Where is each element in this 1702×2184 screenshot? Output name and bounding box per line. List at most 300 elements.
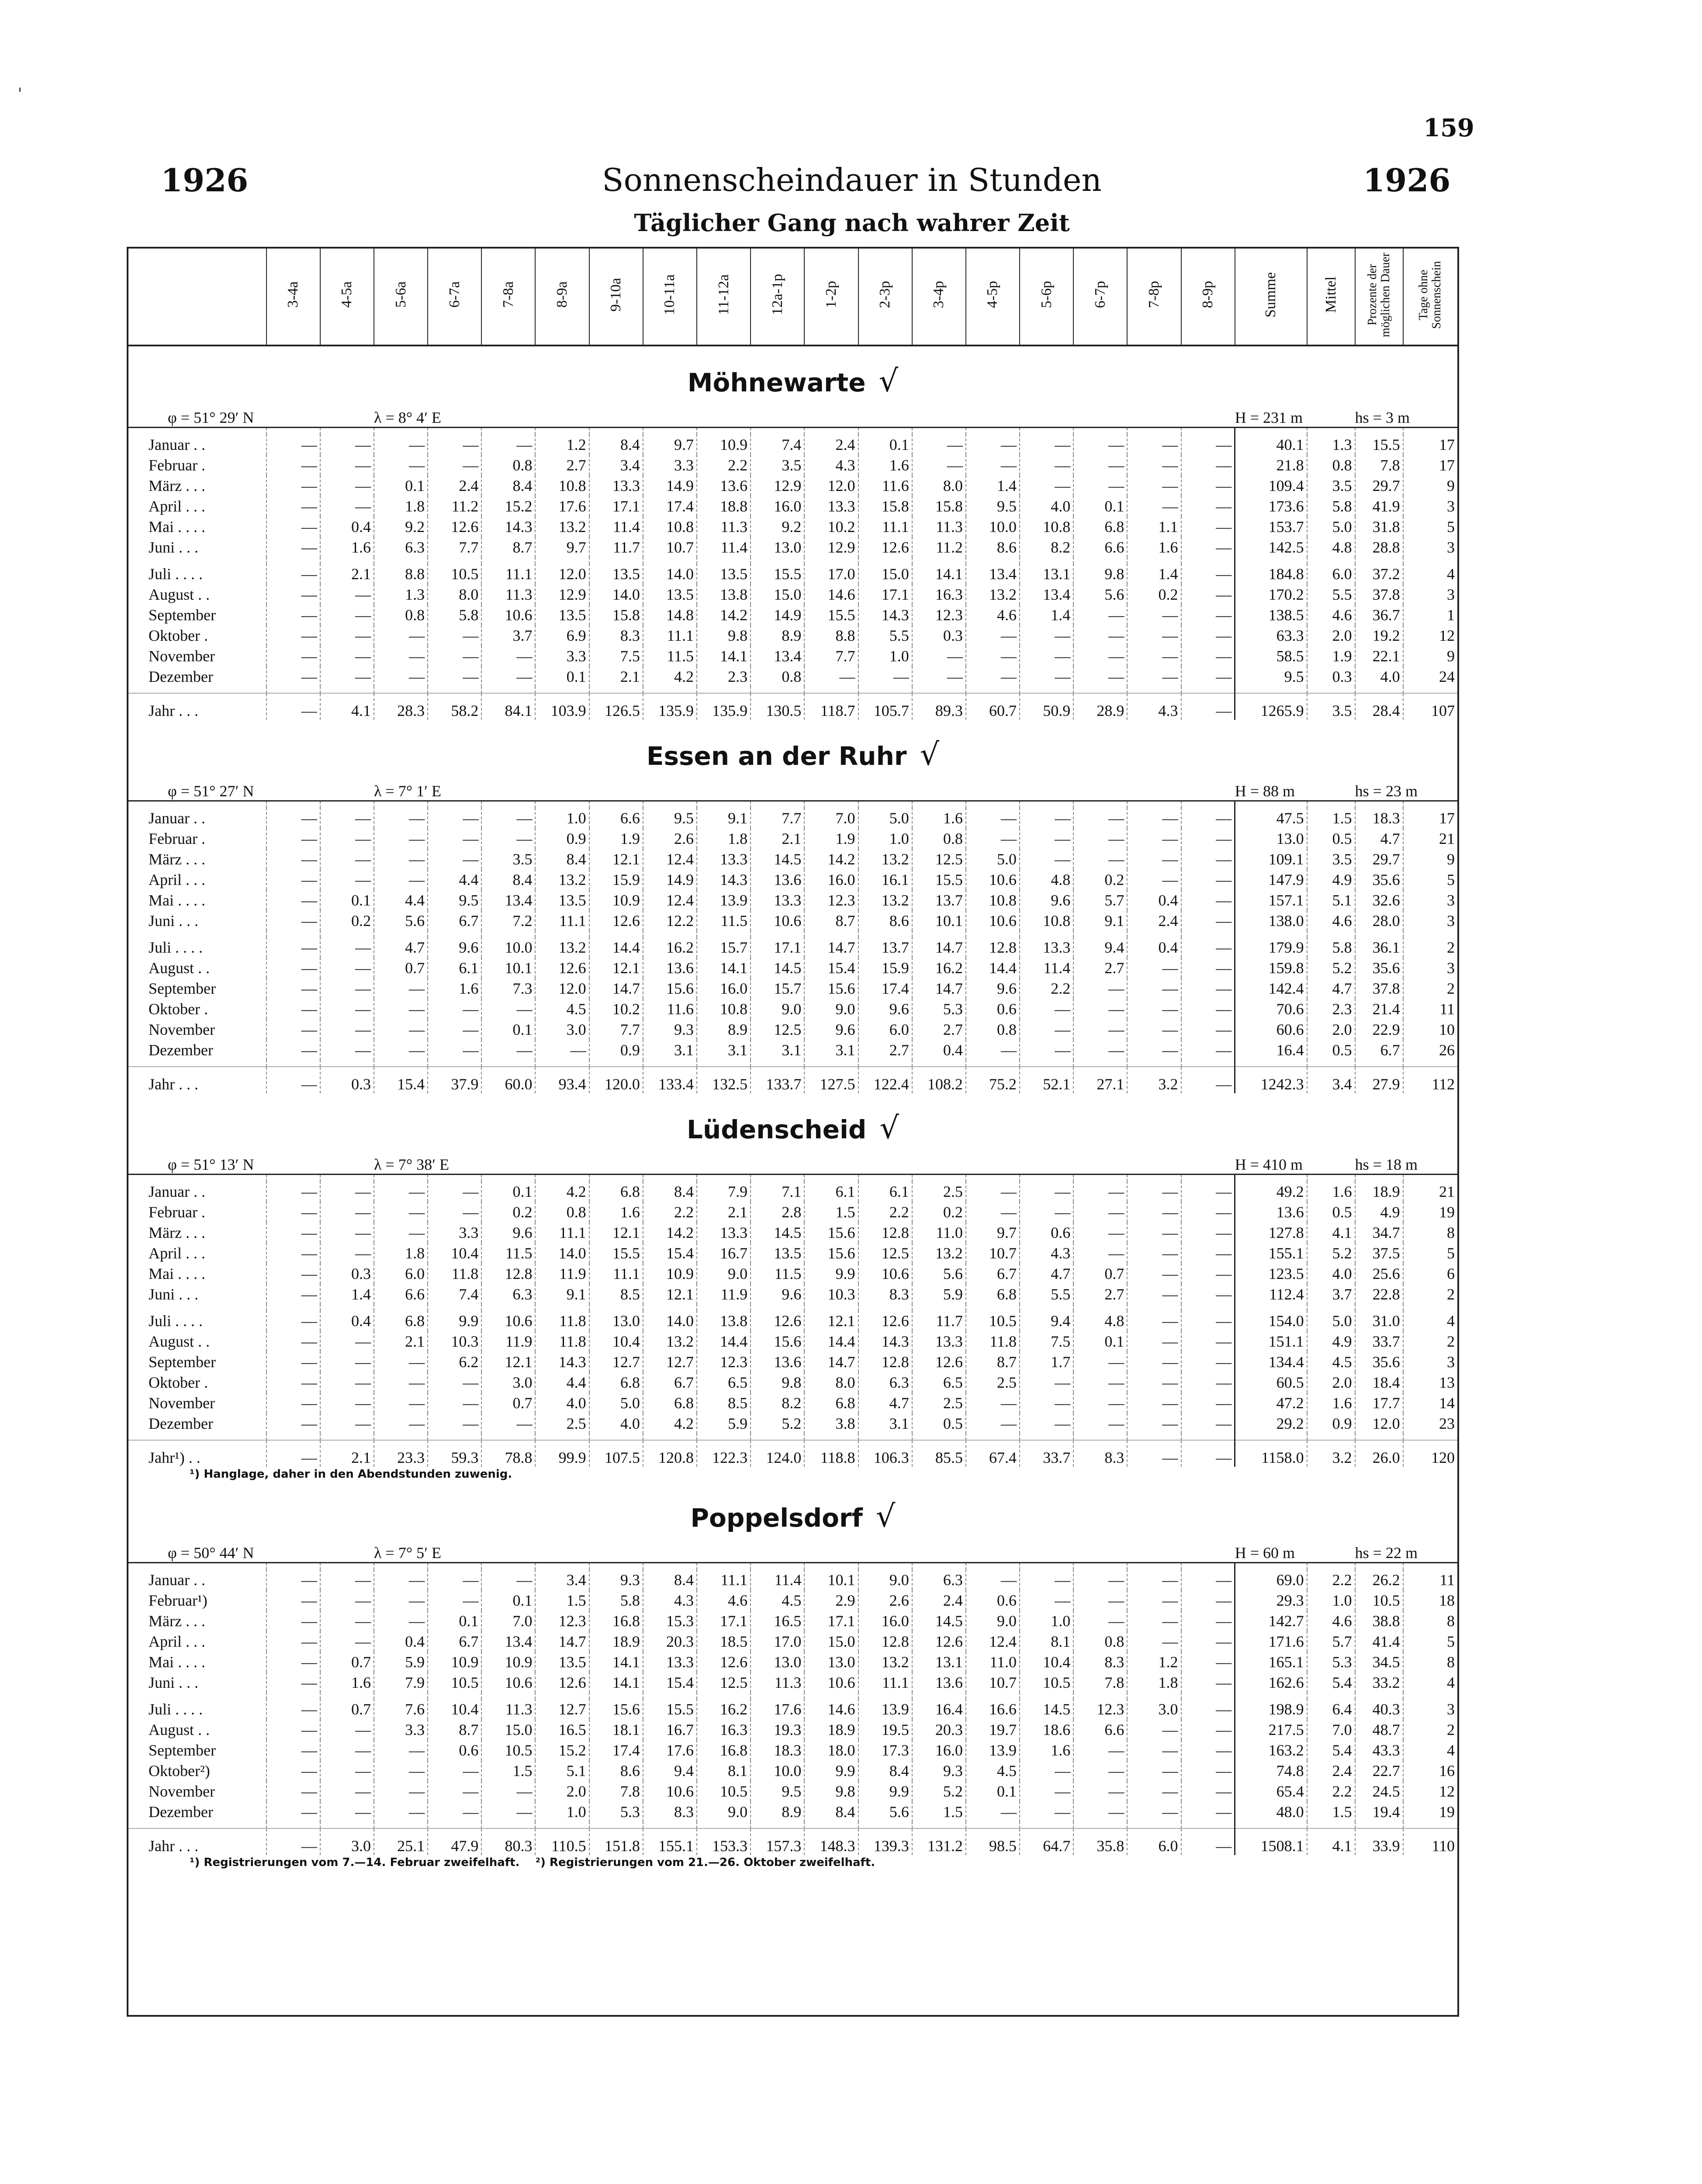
spacer-cell <box>1235 1175 1307 1182</box>
spacer-cell <box>804 931 858 937</box>
hour-value: 6.7 <box>966 1263 1020 1284</box>
hour-value: — <box>1181 434 1235 455</box>
spacer-cell <box>266 687 320 693</box>
hour-value: 0.8 <box>374 605 428 625</box>
hour-value: 10.7 <box>966 1672 1020 1693</box>
prozente-value: 41.4 <box>1355 1631 1403 1652</box>
hour-value: — <box>912 455 966 475</box>
month-row <box>128 1631 1457 1652</box>
spacer-cell <box>374 1693 428 1699</box>
prozente-value: 34.7 <box>1355 1222 1403 1243</box>
month-label: Oktober . <box>149 1000 208 1018</box>
summe-value: 29.3 <box>1235 1590 1307 1610</box>
prozente-value: 15.5 <box>1355 434 1403 455</box>
spacer-cell <box>481 1304 535 1310</box>
hour-value: — <box>266 1781 320 1801</box>
prozente-value: 27.9 <box>1355 1067 1403 1093</box>
hour-value: 2.4 <box>912 1590 966 1610</box>
hour-value: 0.1 <box>374 475 428 496</box>
column-header-tage-label: Tage ohne Sonnenschein <box>1417 260 1444 329</box>
column-header-label: 5-6a <box>392 281 409 308</box>
mittel-value: 4.8 <box>1307 537 1355 557</box>
tage-ohne-value: 8 <box>1403 1652 1457 1672</box>
page-subtitle: Täglicher Gang nach wahrer Zeit <box>634 209 1070 237</box>
footnote-row <box>128 1855 1457 1870</box>
summe-value: 112.4 <box>1235 1284 1307 1304</box>
hour-value: 60.0 <box>481 1067 535 1093</box>
hour-value: 13.6 <box>751 1351 804 1372</box>
hour-value: 9.0 <box>751 999 804 1019</box>
station-title-row <box>128 346 1457 401</box>
prozente-value: 36.7 <box>1355 605 1403 625</box>
hour-value: — <box>1073 999 1127 1019</box>
spacer-cell <box>320 557 374 563</box>
hour-value: — <box>1020 1393 1073 1413</box>
hour-value: 17.1 <box>697 1610 751 1631</box>
spacer-cell <box>1307 428 1355 435</box>
hour-value: 3.3 <box>374 1719 428 1740</box>
month-row <box>128 496 1457 516</box>
hour-value: 13.1 <box>1020 563 1073 584</box>
hour-value: — <box>374 646 428 666</box>
hour-value: — <box>1127 434 1181 455</box>
prozente-value: 22.8 <box>1355 1284 1403 1304</box>
station-geo-row <box>128 1536 1457 1563</box>
hour-value: 5.8 <box>428 605 481 625</box>
hour-value: 7.5 <box>589 646 643 666</box>
hour-value: 6.7 <box>428 910 481 931</box>
spacer-cell <box>374 1563 428 1570</box>
hour-value: — <box>320 475 374 496</box>
mittel-value: 5.4 <box>1307 1740 1355 1760</box>
hour-value: 10.6 <box>966 869 1020 890</box>
spacer-cell <box>1181 687 1235 693</box>
spacer-cell <box>481 1060 535 1067</box>
hour-value: 4.2 <box>643 1413 697 1434</box>
month-label: April . . . <box>149 871 205 888</box>
hour-value: 13.9 <box>858 1699 912 1719</box>
year-right: 1926 <box>1363 162 1451 199</box>
spacer-cell <box>912 687 966 693</box>
hour-value: — <box>266 584 320 605</box>
hour-value: 3.3 <box>643 455 697 475</box>
hour-value: 85.5 <box>912 1440 966 1467</box>
column-header-prozente <box>1355 249 1403 346</box>
summe-value: 13.0 <box>1235 828 1307 849</box>
month-row <box>128 1331 1457 1351</box>
hour-value: 4.1 <box>320 693 374 720</box>
spacer-cell <box>266 1175 320 1182</box>
hour-value: 3.4 <box>589 455 643 475</box>
tage-ohne-value: 9 <box>1403 646 1457 666</box>
hour-value: 2.5 <box>535 1413 589 1434</box>
hour-value: — <box>320 646 374 666</box>
station-altitude: H = 231 m <box>1235 401 1355 428</box>
hour-value: — <box>1127 1781 1181 1801</box>
longitude: λ = 7° 38′ E <box>374 1147 589 1175</box>
hour-value: 0.8 <box>1073 1631 1127 1652</box>
hour-value: — <box>1127 1569 1181 1590</box>
hour-value: — <box>266 605 320 625</box>
spacer-cell <box>374 1175 428 1182</box>
hour-value: — <box>320 605 374 625</box>
month-row <box>128 999 1457 1019</box>
spacer-cell <box>589 687 643 693</box>
hour-value: 8.4 <box>643 1569 697 1590</box>
hour-value: 108.2 <box>912 1067 966 1093</box>
hour-value: 2.4 <box>428 475 481 496</box>
hour-value: 12.5 <box>751 1019 804 1040</box>
hour-value: 8.3 <box>858 1284 912 1304</box>
spacer-cell <box>966 1822 1020 1828</box>
hour-value: 15.0 <box>804 1631 858 1652</box>
hour-value: 133.7 <box>751 1067 804 1093</box>
hour-value: — <box>1181 537 1235 557</box>
hour-value: — <box>1181 910 1235 931</box>
hour-value: 7.5 <box>1020 1331 1073 1351</box>
hour-value: 8.4 <box>858 1760 912 1781</box>
spacer-cell <box>428 557 481 563</box>
hour-value: — <box>428 999 481 1019</box>
month-row <box>128 808 1457 828</box>
hour-value: — <box>1127 646 1181 666</box>
hour-value: 0.9 <box>589 1040 643 1060</box>
row-spacer <box>128 801 1457 808</box>
hour-value: — <box>266 849 320 869</box>
tage-ohne-value: 5 <box>1403 516 1457 537</box>
hour-value: 1.6 <box>589 1202 643 1222</box>
hour-value: 13.6 <box>751 869 804 890</box>
hour-value: — <box>266 1413 320 1434</box>
hour-value: 15.5 <box>589 1243 643 1263</box>
spacer-cell <box>697 801 751 808</box>
hour-value: — <box>1181 516 1235 537</box>
prozente-value: 31.0 <box>1355 1310 1403 1331</box>
tage-ohne-value: 5 <box>1403 1631 1457 1652</box>
spacer-cell <box>1235 428 1307 435</box>
spacer-cell <box>912 1693 966 1699</box>
hour-value: 9.6 <box>804 1019 858 1040</box>
hour-value: 6.5 <box>912 1372 966 1393</box>
hour-value: 11.1 <box>535 910 589 931</box>
hour-value: 15.6 <box>804 978 858 999</box>
hour-value: 10.4 <box>1020 1652 1073 1672</box>
hour-value: 2.1 <box>320 1440 374 1467</box>
hour-value: 13.7 <box>912 890 966 910</box>
spacer-cell <box>535 1060 589 1067</box>
hour-value: 2.1 <box>589 666 643 687</box>
prozente-value: 28.0 <box>1355 910 1403 931</box>
prozente-value: 26.2 <box>1355 1569 1403 1590</box>
hour-value: 9.0 <box>697 1801 751 1822</box>
spacer-cell <box>128 1822 266 1828</box>
prozente-value: 36.1 <box>1355 937 1403 957</box>
hour-value: 4.5 <box>966 1760 1020 1781</box>
hour-value: — <box>320 849 374 869</box>
hour-value: — <box>266 1590 320 1610</box>
tage-ohne-value: 17 <box>1403 434 1457 455</box>
hour-value: 4.3 <box>643 1590 697 1610</box>
hour-value: 11.9 <box>697 1284 751 1304</box>
hour-value: — <box>1181 1652 1235 1672</box>
hour-value: 1.6 <box>1127 537 1181 557</box>
geo-spacer <box>589 1536 1235 1563</box>
spacer-cell <box>428 1822 481 1828</box>
hour-value: — <box>1127 1631 1181 1652</box>
tage-ohne-value: 3 <box>1403 537 1457 557</box>
hour-value: — <box>1181 1672 1235 1693</box>
spacer-cell <box>428 801 481 808</box>
hour-value: — <box>320 1019 374 1040</box>
spacer-cell <box>266 1693 320 1699</box>
hour-value: — <box>1020 1372 1073 1393</box>
hour-value: 7.7 <box>428 537 481 557</box>
spacer-cell <box>1235 557 1307 563</box>
hour-value: — <box>266 563 320 584</box>
spacer-cell <box>320 1060 374 1067</box>
hour-value: 2.7 <box>858 1040 912 1060</box>
hour-value: 14.4 <box>966 957 1020 978</box>
hour-value: 5.7 <box>1073 890 1127 910</box>
summe-value: 16.4 <box>1235 1040 1307 1060</box>
spacer-cell <box>128 1434 266 1440</box>
hour-value: — <box>1181 666 1235 687</box>
spacer-cell <box>1181 1693 1235 1699</box>
hour-value: 10.6 <box>804 1672 858 1693</box>
mittel-value: 1.0 <box>1307 1590 1355 1610</box>
hour-value: 6.6 <box>1073 537 1127 557</box>
hour-value: 3.1 <box>643 1040 697 1060</box>
mittel-value: 0.9 <box>1307 1413 1355 1434</box>
hour-value: 15.4 <box>643 1243 697 1263</box>
hour-value: — <box>266 496 320 516</box>
hour-value: — <box>428 1372 481 1393</box>
station-geo-row <box>128 774 1457 801</box>
hour-value: 1.5 <box>912 1801 966 1822</box>
hour-value: — <box>1073 1610 1127 1631</box>
spacer-cell <box>428 428 481 435</box>
spacer-cell <box>1181 931 1235 937</box>
year-total-row <box>128 1828 1457 1855</box>
hour-value: — <box>1073 1740 1127 1760</box>
hour-value: — <box>320 1393 374 1413</box>
spacer-cell <box>266 1060 320 1067</box>
mittel-value: 5.4 <box>1307 1672 1355 1693</box>
hour-value: — <box>1020 1781 1073 1801</box>
hour-value: — <box>266 1740 320 1760</box>
hour-value: 11.3 <box>481 1699 535 1719</box>
hour-value: — <box>428 1590 481 1610</box>
hour-value: — <box>320 1040 374 1060</box>
hour-value: 12.9 <box>804 537 858 557</box>
hour-value: — <box>1181 1331 1235 1351</box>
spacer-cell <box>1127 1822 1181 1828</box>
check-mark: √ <box>875 1498 896 1534</box>
hour-value: 10.5 <box>697 1781 751 1801</box>
hour-value: 4.7 <box>858 1393 912 1413</box>
tage-ohne-value: 4 <box>1403 563 1457 584</box>
hour-value: — <box>1127 1310 1181 1331</box>
prozente-value: 33.2 <box>1355 1672 1403 1693</box>
hour-value: 13.0 <box>589 1310 643 1331</box>
hour-value: 1.6 <box>428 978 481 999</box>
hour-value: — <box>1127 1740 1181 1760</box>
summe-value: 147.9 <box>1235 869 1307 890</box>
spacer-cell <box>1403 1175 1457 1182</box>
prozente-value: 7.8 <box>1355 455 1403 475</box>
hour-value: 157.3 <box>751 1828 804 1855</box>
prozente-value: 24.5 <box>1355 1781 1403 1801</box>
hour-value: 5.2 <box>751 1413 804 1434</box>
mittel-value: 4.5 <box>1307 1351 1355 1372</box>
hour-value: — <box>481 666 535 687</box>
spacer-cell <box>697 1060 751 1067</box>
hour-value: — <box>1073 455 1127 475</box>
hour-value: 9.3 <box>912 1760 966 1781</box>
hour-value: 1.9 <box>589 828 643 849</box>
hour-value: 0.1 <box>966 1781 1020 1801</box>
spacer-cell <box>912 1822 966 1828</box>
hour-value: 13.2 <box>966 584 1020 605</box>
hour-value: — <box>1127 666 1181 687</box>
month-label: Jahr . . . <box>128 1067 266 1093</box>
hour-value: 130.5 <box>751 693 804 720</box>
mittel-value: 5.3 <box>1307 1652 1355 1672</box>
hour-value: — <box>320 1590 374 1610</box>
hour-value: — <box>1181 1284 1235 1304</box>
hour-value: 2.1 <box>697 1202 751 1222</box>
month-label: Juli . . . . <box>149 1700 203 1718</box>
hour-value: — <box>1020 455 1073 475</box>
hour-value: 13.0 <box>751 537 804 557</box>
prozente-value: 18.3 <box>1355 808 1403 828</box>
mittel-value: 2.2 <box>1307 1569 1355 1590</box>
margin-mark: ˈ <box>17 85 22 105</box>
spacer-cell <box>1235 1060 1307 1067</box>
tage-ohne-value: 21 <box>1403 1181 1457 1202</box>
hour-value: 8.1 <box>1020 1631 1073 1652</box>
spacer-cell <box>1403 1822 1457 1828</box>
hour-value: 10.0 <box>481 937 535 957</box>
hour-value: 0.2 <box>1073 869 1127 890</box>
hour-value: 8.5 <box>589 1284 643 1304</box>
spacer-cell <box>858 1563 912 1570</box>
hour-value: — <box>1181 1828 1235 1855</box>
hour-value: — <box>266 537 320 557</box>
prozente-value: 35.6 <box>1355 869 1403 890</box>
row-spacer <box>128 1693 1457 1699</box>
spacer-cell <box>966 801 1020 808</box>
hour-value: 8.0 <box>428 584 481 605</box>
month-row <box>128 1202 1457 1222</box>
spacer-cell <box>1127 1060 1181 1067</box>
month-row <box>128 1040 1457 1060</box>
hour-value: — <box>320 1222 374 1243</box>
hour-value: — <box>1181 496 1235 516</box>
row-spacer <box>128 1563 1457 1570</box>
spacer-cell <box>643 801 697 808</box>
mittel-value: 2.4 <box>1307 1760 1355 1781</box>
hour-value: 16.5 <box>535 1719 589 1740</box>
hour-value: 28.3 <box>374 693 428 720</box>
instrument-height: hs = 18 m <box>1355 1147 1457 1175</box>
mittel-value: 5.8 <box>1307 496 1355 516</box>
spacer-cell <box>535 1693 589 1699</box>
hour-value: 17.1 <box>751 937 804 957</box>
hour-value: 0.2 <box>912 1202 966 1222</box>
hour-value: — <box>266 1801 320 1822</box>
tage-ohne-value: 2 <box>1403 978 1457 999</box>
hour-value: — <box>966 1181 1020 1202</box>
tage-ohne-value: 19 <box>1403 1202 1457 1222</box>
hour-value: 2.7 <box>535 455 589 475</box>
hour-value: 15.8 <box>589 605 643 625</box>
hour-value: 4.6 <box>966 605 1020 625</box>
hour-value: 11.6 <box>858 475 912 496</box>
hour-value: — <box>1181 1202 1235 1222</box>
month-label: Jahr . . . <box>128 1828 266 1855</box>
prozente-value: 12.0 <box>1355 1413 1403 1434</box>
hour-value: 12.1 <box>481 1351 535 1372</box>
hour-value: — <box>266 869 320 890</box>
spacer-cell <box>697 931 751 937</box>
hour-value: — <box>374 1181 428 1202</box>
spacer-cell <box>1181 557 1235 563</box>
spacer-cell <box>697 1693 751 1699</box>
hour-value: 59.3 <box>428 1440 481 1467</box>
hour-value: — <box>428 666 481 687</box>
month-label: September <box>149 1741 216 1759</box>
hour-value: — <box>1127 869 1181 890</box>
hour-value: 16.2 <box>643 937 697 957</box>
hour-value: — <box>320 1202 374 1222</box>
hour-value: — <box>428 1040 481 1060</box>
hour-value: 3.1 <box>751 1040 804 1060</box>
hour-value: 9.5 <box>643 808 697 828</box>
spacer-cell <box>804 1175 858 1182</box>
hour-value: 12.6 <box>858 1310 912 1331</box>
hour-value: — <box>1127 1351 1181 1372</box>
mittel-value: 3.2 <box>1307 1440 1355 1467</box>
prozente-value: 43.3 <box>1355 1740 1403 1760</box>
hour-value: 10.2 <box>589 999 643 1019</box>
tage-ohne-value: 18 <box>1403 1590 1457 1610</box>
hour-value: 1.8 <box>374 496 428 516</box>
hour-value: 12.9 <box>751 475 804 496</box>
spacer-cell <box>1235 687 1307 693</box>
hour-value: 7.2 <box>481 910 535 931</box>
hour-value: — <box>1181 869 1235 890</box>
hour-value: — <box>428 1801 481 1822</box>
hour-value: — <box>1073 1372 1127 1393</box>
hour-value: 11.1 <box>589 1263 643 1284</box>
hour-value: — <box>1020 1202 1073 1222</box>
hour-value: — <box>1181 1019 1235 1040</box>
hour-value: 14.3 <box>697 869 751 890</box>
hour-value: — <box>1127 1393 1181 1413</box>
hour-value: — <box>428 1760 481 1781</box>
spacer-cell <box>481 1434 535 1440</box>
prozente-value: 28.4 <box>1355 693 1403 720</box>
hour-value: — <box>320 496 374 516</box>
hour-value: 8.2 <box>751 1393 804 1413</box>
spacer-cell <box>481 1563 535 1570</box>
hour-value: — <box>1073 849 1127 869</box>
hour-value: 89.3 <box>912 693 966 720</box>
hour-value: 7.8 <box>1073 1672 1127 1693</box>
station-section <box>128 346 1457 720</box>
prozente-value: 21.4 <box>1355 999 1403 1019</box>
